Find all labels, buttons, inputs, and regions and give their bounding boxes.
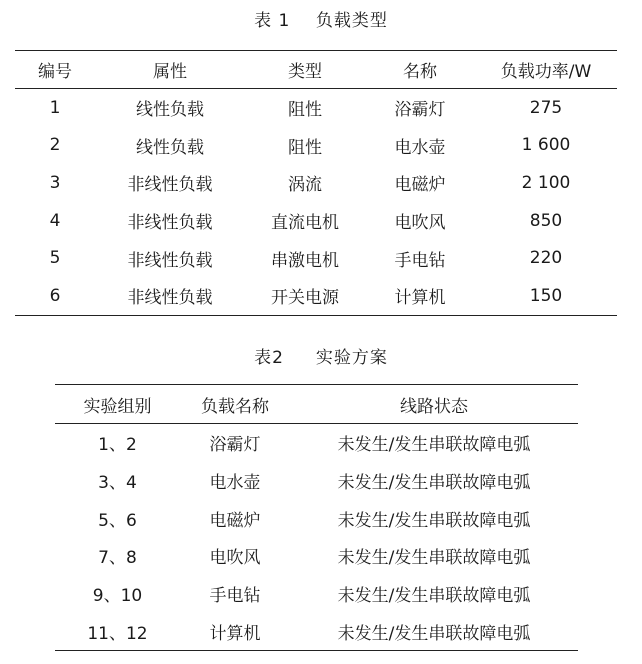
cell-name: 手电钻 xyxy=(394,250,446,271)
cell-number: 2 xyxy=(49,135,61,156)
cell-name: 电吹风 xyxy=(394,213,446,234)
cell-name: 电磁炉 xyxy=(394,175,446,196)
cell-type: 直流电机 xyxy=(271,213,339,234)
cell-attribute: 线性负载 xyxy=(136,100,204,121)
cell-attribute: 非线性负载 xyxy=(127,288,213,309)
table-row xyxy=(55,537,578,575)
column-header-name: 名称 xyxy=(365,51,475,89)
table-row xyxy=(15,277,617,315)
cell-group: 1、2 xyxy=(98,435,137,456)
cell-load-name: 电水壶 xyxy=(209,473,261,494)
cell-line-state: 未发生/发生串联故障电弧 xyxy=(337,435,531,456)
cell-number: 1 xyxy=(49,97,61,118)
cell-number: 3 xyxy=(49,172,61,193)
cell-line-state: 未发生/发生串联故障电弧 xyxy=(337,473,531,494)
cell-group: 3、4 xyxy=(98,473,137,494)
table-row xyxy=(55,499,578,537)
table-row xyxy=(55,575,578,613)
experiment-plan-table xyxy=(55,384,578,651)
column-header-group: 实验组别 xyxy=(55,385,180,424)
cell-type: 串激电机 xyxy=(271,250,339,271)
table-row xyxy=(55,612,578,650)
load-type-table xyxy=(15,50,617,316)
cell-line-state: 未发生/发生串联故障电弧 xyxy=(337,586,531,607)
cell-load-name: 手电钻 xyxy=(209,586,261,607)
cell-name: 计算机 xyxy=(394,288,446,309)
cell-power: 2 100 xyxy=(521,172,571,193)
cell-group: 9、10 xyxy=(92,586,143,607)
cell-number: 6 xyxy=(49,285,61,306)
cell-attribute: 线性负载 xyxy=(136,137,204,158)
column-header-line-state: 线路状态 xyxy=(290,385,578,424)
cell-power: 150 xyxy=(529,285,563,306)
cell-number: 5 xyxy=(49,248,61,269)
table-row xyxy=(55,462,578,500)
cell-type: 涡流 xyxy=(288,175,322,196)
cell-group: 7、8 xyxy=(98,548,137,569)
table-header-row xyxy=(55,385,578,424)
cell-line-state: 未发生/发生串联故障电弧 xyxy=(337,548,531,569)
cell-load-name: 电磁炉 xyxy=(209,510,261,531)
cell-name: 浴霸灯 xyxy=(394,100,446,121)
cell-power: 1 600 xyxy=(521,135,571,156)
cell-power: 275 xyxy=(529,97,563,118)
cell-group: 11、12 xyxy=(87,623,148,644)
cell-type: 阻性 xyxy=(288,100,322,121)
cell-type: 开关电源 xyxy=(271,288,339,309)
cell-line-state: 未发生/发生串联故障电弧 xyxy=(337,623,531,644)
column-header-type: 类型 xyxy=(245,51,365,89)
cell-group: 5、6 xyxy=(98,510,137,531)
cell-attribute: 非线性负载 xyxy=(127,175,213,196)
cell-power: 220 xyxy=(529,248,563,269)
cell-load-name: 电吹风 xyxy=(209,548,261,569)
table1-caption: 表 1 负载类型 xyxy=(254,11,388,31)
cell-type: 阻性 xyxy=(288,137,322,158)
column-header-power: 负载功率/W xyxy=(475,51,617,89)
column-header-number: 编号 xyxy=(15,51,95,89)
cell-load-name: 浴霸灯 xyxy=(209,435,261,456)
table-header-row xyxy=(15,51,617,89)
column-header-load-name: 负载名称 xyxy=(180,385,290,424)
table-row xyxy=(15,127,617,165)
table-row xyxy=(15,164,617,202)
cell-number: 4 xyxy=(49,210,61,231)
cell-line-state: 未发生/发生串联故障电弧 xyxy=(337,510,531,531)
table-row xyxy=(15,239,617,277)
table-row xyxy=(55,424,578,462)
cell-attribute: 非线性负载 xyxy=(127,213,213,234)
cell-load-name: 计算机 xyxy=(209,623,261,644)
column-header-attribute: 属性 xyxy=(95,51,245,89)
cell-power: 850 xyxy=(529,210,563,231)
table2-caption: 表2 实验方案 xyxy=(254,348,388,368)
table-row xyxy=(15,202,617,240)
cell-name: 电水壶 xyxy=(394,137,446,158)
table-row xyxy=(15,89,617,127)
cell-attribute: 非线性负载 xyxy=(127,250,213,271)
